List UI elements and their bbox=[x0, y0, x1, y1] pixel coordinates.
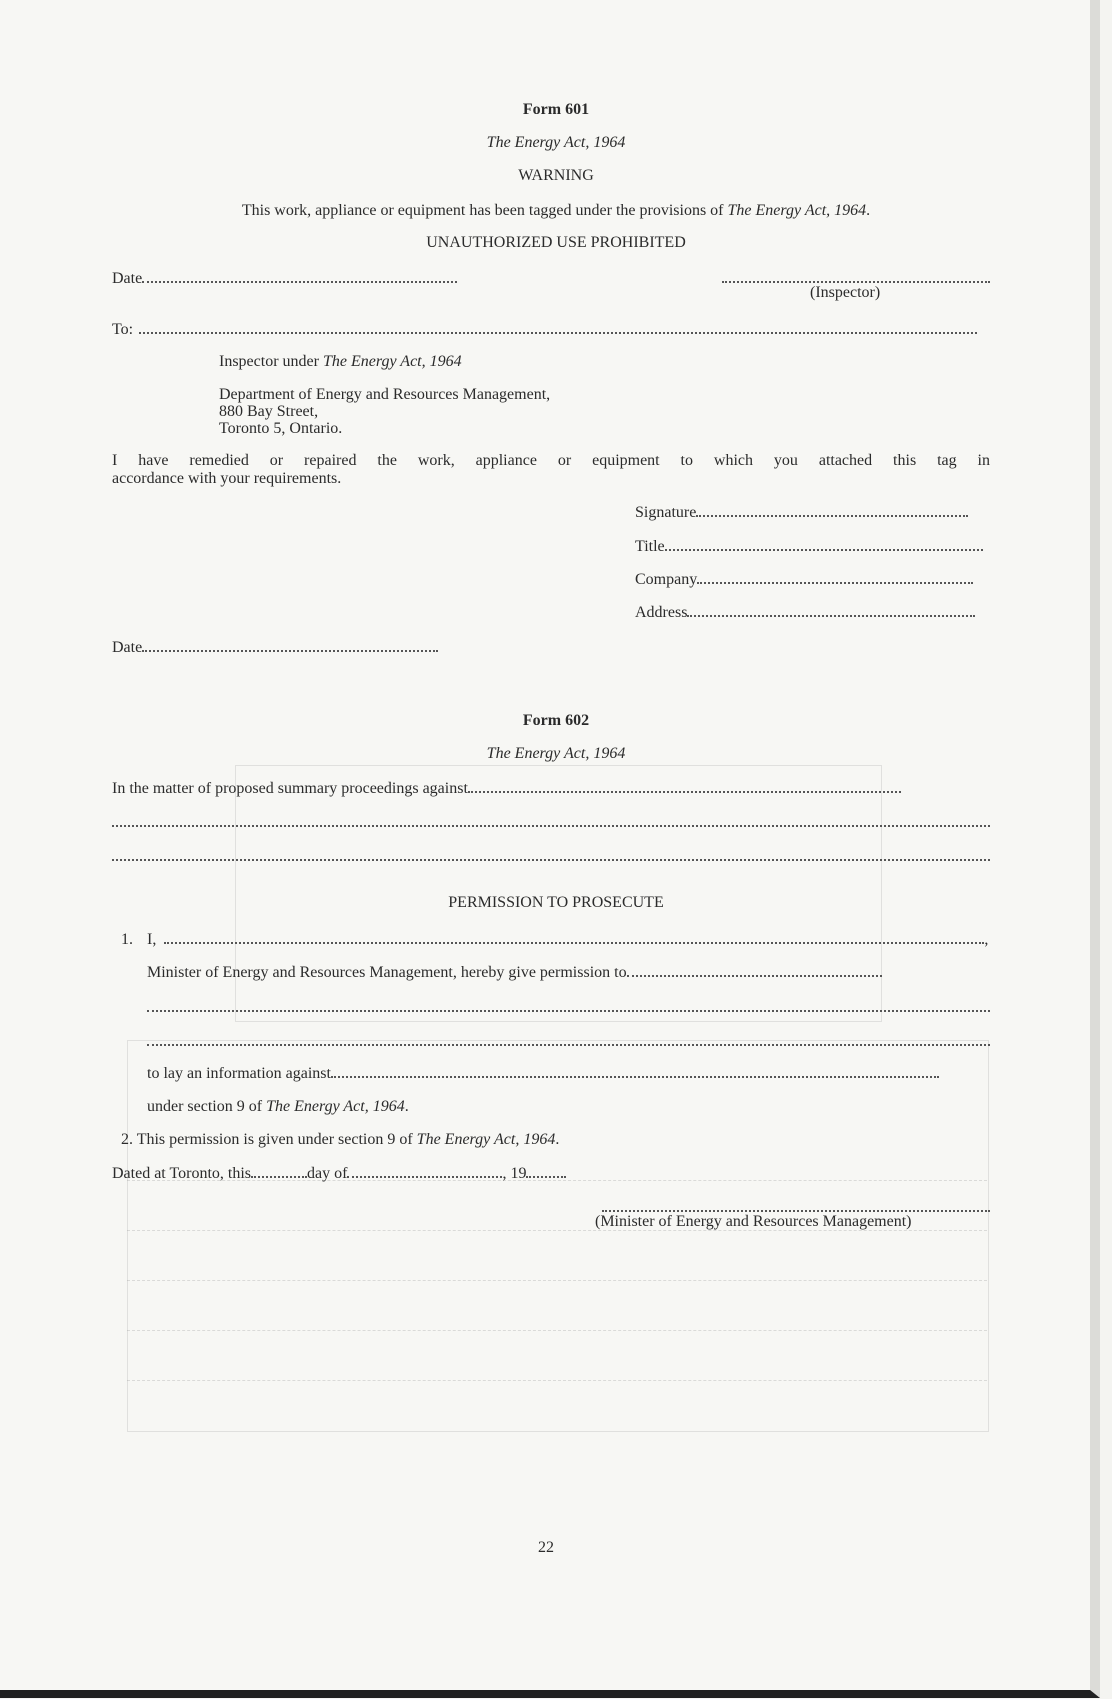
address-label: Address bbox=[635, 604, 688, 621]
title-blank bbox=[665, 537, 983, 551]
matter-blank-line-3 bbox=[112, 847, 990, 867]
date-field-601 bbox=[112, 269, 457, 289]
item-2-act: The Energy Act, 1964 bbox=[416, 1131, 556, 1148]
minister-signature-label: (Minister of Energy and Resources Management) bbox=[595, 1213, 912, 1230]
minister-permission-line bbox=[147, 963, 882, 983]
signature-label: Signature bbox=[635, 504, 697, 521]
matter-blank-2 bbox=[112, 813, 990, 827]
item-2-line bbox=[121, 1130, 559, 1150]
remedied-line-2: accordance with your requirements. bbox=[112, 470, 342, 487]
inspector-under-text: Inspector under bbox=[219, 353, 323, 370]
permission-heading: PERMISSION TO PROSECUTE bbox=[448, 894, 664, 911]
remedied-line-1: I have remedied or repaired the work, appliance or equipment to which you attached this tag in bbox=[112, 452, 990, 469]
form-602-act: The Energy Act, 1964 bbox=[486, 745, 626, 762]
tag-notice-text: This work, appliance or equipment has been tagged under the provisions of bbox=[241, 202, 728, 219]
under-section-text: under section 9 of bbox=[147, 1098, 267, 1115]
item-1-i: I, bbox=[147, 931, 157, 948]
date-field-601b bbox=[112, 638, 438, 658]
to-label: To: bbox=[112, 321, 134, 338]
department-address bbox=[219, 386, 550, 437]
form-601-title: Form 601 bbox=[522, 101, 590, 118]
signature-field bbox=[635, 503, 968, 523]
dated-line bbox=[112, 1164, 566, 1184]
permission-blank-line-2 bbox=[147, 998, 990, 1018]
to-blank bbox=[139, 320, 977, 334]
department-street: 880 Bay Street, bbox=[219, 403, 319, 420]
date2-blank bbox=[142, 638, 438, 652]
lay-information-label: to lay an information against bbox=[147, 1065, 331, 1082]
permission-to-blank bbox=[627, 963, 882, 977]
unauthorized-heading: UNAUTHORIZED USE PROHIBITED bbox=[426, 234, 686, 251]
month-blank bbox=[347, 1164, 502, 1178]
to-field bbox=[112, 320, 977, 340]
form-601-act: The Energy Act, 1964 bbox=[486, 134, 626, 151]
form-602-title: Form 602 bbox=[522, 712, 590, 729]
item-2-period: . bbox=[555, 1131, 560, 1148]
title-label: Title bbox=[635, 538, 665, 555]
item-1-field bbox=[147, 930, 988, 950]
title-field bbox=[635, 537, 983, 557]
address-blank bbox=[687, 603, 975, 617]
bleed-through-line bbox=[127, 1330, 987, 1331]
year-label: , 19 bbox=[502, 1165, 527, 1182]
matter-field bbox=[112, 779, 901, 799]
permission-blank-3 bbox=[147, 1032, 990, 1046]
company-label: Company bbox=[635, 571, 698, 588]
signature-blank bbox=[696, 503, 968, 517]
under-section-act: The Energy Act, 1964 bbox=[266, 1098, 405, 1115]
day-blank bbox=[251, 1164, 307, 1178]
date2-label: Date bbox=[112, 639, 143, 656]
permission-blank-2 bbox=[147, 998, 990, 1012]
tag-notice-period: . bbox=[866, 202, 871, 219]
inspector-under-line bbox=[219, 352, 462, 372]
matter-blank-line-2 bbox=[112, 813, 990, 833]
bleed-through-line bbox=[127, 1380, 987, 1381]
matter-blank-3 bbox=[112, 847, 990, 861]
minister-blank bbox=[602, 1198, 990, 1212]
warning-heading: WARNING bbox=[518, 167, 594, 184]
under-section-period: . bbox=[404, 1098, 409, 1115]
dated-at-label: Dated at Toronto, this bbox=[112, 1165, 252, 1182]
matter-blank bbox=[468, 779, 901, 793]
address-field bbox=[635, 603, 975, 623]
inspector-label: (Inspector) bbox=[810, 284, 881, 301]
company-field bbox=[635, 570, 973, 590]
page-number: 22 bbox=[538, 1539, 554, 1556]
matter-label: In the matter of proposed summary proceedings against bbox=[112, 780, 468, 797]
item-2-text: 2. This permission is given under section 9 of bbox=[121, 1131, 417, 1148]
date-blank bbox=[142, 269, 457, 283]
lay-information-blank bbox=[331, 1064, 939, 1078]
bleed-through-line bbox=[127, 1280, 987, 1281]
company-blank bbox=[697, 570, 973, 584]
permission-blank-line-3 bbox=[147, 1032, 990, 1052]
department-city: Toronto 5, Ontario. bbox=[219, 420, 343, 437]
under-section-line bbox=[147, 1097, 409, 1117]
minister-permission-text: Minister of Energy and Resources Management, hereby give permission to bbox=[147, 964, 627, 981]
item-1-comma: , bbox=[984, 931, 989, 948]
item-1-number: 1. bbox=[121, 931, 133, 948]
year-blank bbox=[526, 1164, 566, 1178]
date-label: Date bbox=[112, 270, 143, 287]
department-name: Department of Energy and Resources Management, bbox=[219, 386, 551, 403]
lay-information-field bbox=[147, 1064, 939, 1084]
tag-notice-act: The Energy Act, 1964 bbox=[727, 202, 867, 219]
item-1-blank bbox=[164, 930, 984, 944]
tag-notice bbox=[0, 201, 1112, 221]
inspector-under-act: The Energy Act, 1964 bbox=[322, 353, 462, 370]
inspector-blank bbox=[722, 269, 990, 283]
day-of-label: day of bbox=[307, 1165, 348, 1182]
